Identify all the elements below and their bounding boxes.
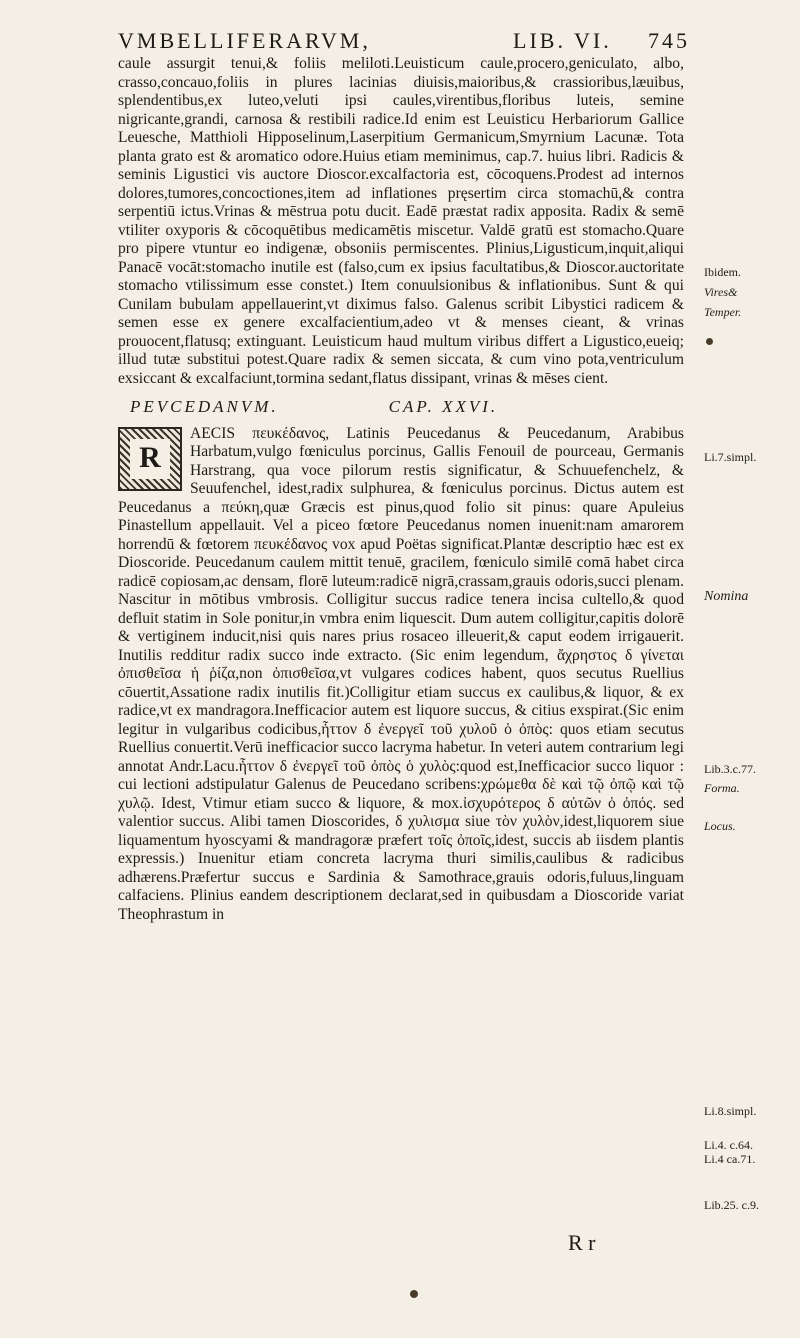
margin-note: Vires& (704, 285, 738, 299)
running-title: VMBELLIFERARVM, (118, 28, 371, 53)
decorated-initial (118, 427, 182, 491)
chapter-heading (130, 398, 684, 417)
book-number: LIB. VI. (513, 28, 612, 53)
main-text (118, 55, 684, 924)
margin-note: Li.7.simpl. (704, 450, 757, 464)
margin-note: Lib.3.c.77. (704, 762, 756, 776)
paragraph-peucedanum-text: AECIS πευκέδανος, Latinis Peucedanus & Peucedanum, Arabibus Harbatum,vulgo fœniculus porcinus, Gallis Fenouil de pourceau, Germanis Harstrang, qua voce pilorum restis significatur, & Schuuefenchelz, & Seuufenchel, idest,radix sulphurea, & fœniculus porcinus. Dictus autem est Peucedanus a πεύκη,quæ Græcis est pinus,quod folio sit pinus: quare Apuleius Pinastellum appellauit. Vel a piceo fœtore Peucedanus nomen inuenit:nam amarorem horrendū & fœtorem πευκέδανος vox apud Poëtas significat.Plantæ descriptio hæc est ex Dioscoride. Peucedanum caulem mittit tenuē, gracilem, fœniculo similē comā habet circa radicē copiosam,ac densam, florē luteum:radicē nigrā,crassam,grauis odoris,succi plenam. Nascitur in mōtibus vmbrosis. Colligitur succus radice tenera incisa cultello,& quod defluit statim in Sole ponitur,in vmbra enim liquescit. Dum autem colligitur,capitis dolorē & vertiginem inducit,nisi quis nares prius rosaceo illeuerit,& caput eodem irrigauerit. Inutilis redditur radix succo inde extracto. (Sic enim legendum, ἄχρηστος δ γίνεται ὀπισθεῖσα ἡ ῥίζα,non ὀπισθεῖσα,vt vulgares codices habent, quos secutus Ruellius cōuertit,Assatione radix inutilis fit.)Colligitur etiam succus ex caulibus,& liquor, & ex radice,vt ex mandragora.Inefficacior autem est liquore succus, & citius exspirat.(Sic enim legitur in vulgaribus codicibus,ἧττον δ ἐνεργεῖ τοῦ χυλοῦ ὁ ὀπὸς: quos etiam secutus Ruellius conuertit.Verū inefficacior succo lacryma habetur. In veteri autem contrarium legi annotat Andr.Lacu.ἧττον δ ἐνεργεῖ τοῦ ὀπὸς ὁ χυλὸς:quod est,Inefficacior succo liquor : cui lectioni adstipulatur Galenus de Peucedano scribens:χρώμεθα δὲ καὶ τῷ ὀπῷ καὶ τῷ χυλῷ. Idest, Vtimur etiam succo & liquore, & mox.ἰσχυρότερος δ αὐτῶν ὁ ὀπός. sed valentior succus. Alibi tamen Dioscorides, δ χυλισμα siue τὸν χυλὸν,idest,liquorem siue liquamentum hyoscyami & mandragoræ præfert τοῖς ὀποῖς,idest, succis ab iisdem plantis expressis.) Inuenitur etiam concreta lacryma thuri similis,caulibus & radicibus adhærens.Præfertur succus e Sardinia & Samothrace,grauis odoris,fuluus,linguam calfaciens. Plinius eandem descriptionem declarat,sed in quibusdam a Dioscoride variat Theophrastum in (118, 424, 684, 923)
paragraph-ligusticum: caule assurgit tenui,& foliis meliloti.Leuisticum caule,procero,geniculato, albo, crasso,concauo,foliis in plures lacinias diuisis,maioribus,& crassioribus,læuibus, splendentibus,ex luteo,veluti ipsi caules,virentibus,floribus luteis, semine nigricante,grandi, carnosa & restibili radice.Id enim est Leuisticu Herbariorum Gallice Leuesche, Matthioli Hipposelinum,Laserpitium Germanicum,Smyrnium Lacunæ. Tota planta grato est & aromatico odore.Huius etiam meminimus, cap.7. huius libri. Radicis & seminis Ligustici vis auctore Dioscor.excalfactoria est, cōcoquens.Prodest ad internos dolores,tumores,concoctiones,item ad inflationes pręsertim circa stomachū,& contra serpentiū ictus.Vrinas & mēstrua potu ducit. Eadē præstat radix apposita. Radix & semē vtiliter oxyporis & cōcoquētibus medicamētis miscetur. Valdē gratū est stomacho.Quare pro pipere vtuntur eo indigenæ, obsoniis permiscentes. Plinius,Ligusticum,inquit,aliqui Panacē vocāt:stomacho inutile est (falso,cum ex ipsius facultatibus,& Dioscor.auctoritate stomacho vtilissimum esse constet.) Item conuulsionibus & inflationibus. Sunt & qui Cunilam bubulam appellauerint,vt diximus falso. Galenus scribit Libystici radicem & semen esse ex genere excalfacientium,adeo vt & menses cieant, & vrinas prouocent,flatusq; extinguant. Leuisticum haud multum viribus differt a Ligustico,eueiq; illud tutæ substitui potest.Quare radix & semen siccata, & cum vino pota,ventriculum exsiccant & excalfaciunt,tormina sedant,flatus dissipant, vrinas & mēses cient. (118, 55, 684, 387)
signature-mark: R r (568, 1230, 596, 1255)
ornament-dot (706, 338, 713, 345)
margin-note: Li.8.simpl. (704, 1104, 757, 1118)
margin-note: Forma. (704, 781, 740, 795)
margin-note: Nomina (704, 589, 749, 604)
margin-note: Li.4 ca.71. (704, 1152, 756, 1166)
initial-letter: R (130, 439, 170, 479)
chapter-number: CAP. XXVI. (388, 397, 499, 416)
margin-note: Li.4. c.64. (704, 1138, 753, 1152)
chapter-title: PEVCEDANVM. (130, 397, 279, 416)
page-number: 745 (648, 28, 690, 53)
margin-note: Locus. (704, 819, 736, 833)
margin-note: Ibidem. (704, 265, 741, 279)
margin-note: Lib.25. c.9. (704, 1198, 759, 1212)
running-header (118, 28, 758, 54)
margin-note: Temper. (704, 305, 742, 319)
paragraph-peucedanum (118, 425, 684, 925)
ornament-dot (410, 1290, 418, 1298)
